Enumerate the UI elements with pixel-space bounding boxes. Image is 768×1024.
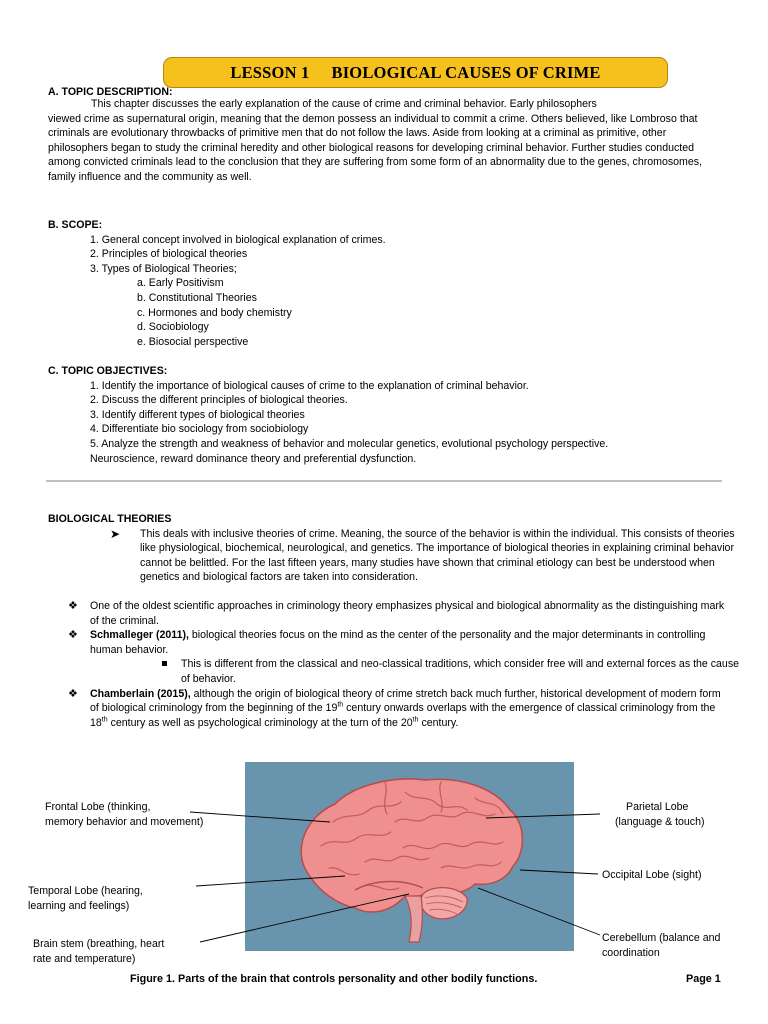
scope-heading: B. SCOPE:	[48, 219, 103, 231]
biological-theories-heading: BIOLOGICAL THEORIES	[48, 513, 172, 525]
scope-subitem: e. Biosocial perspective	[137, 335, 249, 348]
label-line: Parietal Lobe	[626, 801, 689, 813]
cerebellum-label	[602, 931, 720, 960]
label-line: coordination	[602, 946, 660, 959]
topic-description-heading: A. TOPIC DESCRIPTION:	[48, 86, 173, 98]
page-number: Page 1	[686, 973, 721, 985]
citation-schmalleger: Schmalleger (2011),	[90, 629, 189, 642]
superscript: th	[101, 716, 108, 724]
label-line: Brain stem (breathing, heart	[33, 938, 165, 950]
label-line: memory behavior and movement)	[45, 815, 204, 828]
diamond-bullet-text: One of the oldest scientific approaches in criminology theory emphasizes physical and biological abnormality as the distinguishing mark of the criminal.	[90, 599, 725, 627]
lesson-title: BIOLOGICAL CAUSES OF CRIME	[331, 63, 601, 82]
figure-caption: Figure 1. Parts of the brain that controls personality and other bodily functions.	[130, 973, 538, 985]
label-line: Temporal Lobe (hearing,	[28, 885, 143, 897]
objective-continuation: Neuroscience, reward dominance theory and preferential dysfunction.	[90, 452, 417, 465]
objective-item: 5. Analyze the strength and weakness of behavior and molecular genetics, evolutional psychology perspective.	[90, 437, 609, 450]
occipital-lobe-label: Occipital Lobe (sight)	[602, 869, 702, 881]
label-line: (language & touch)	[615, 815, 705, 828]
diamond-bullet-icon: ❖	[68, 629, 78, 642]
label-line: rate and temperature)	[33, 952, 136, 965]
scope-subitem: a. Early Positivism	[137, 277, 224, 290]
scope-subitem: d. Sociobiology	[137, 321, 209, 334]
diamond-bullet-text: although the origin of biological theory of crime stretch back much further, historical development of modern form of biological criminology from the beginning of the 19	[90, 687, 721, 715]
scope-subitem: b. Constitutional Theories	[137, 291, 257, 304]
description-first-line: This chapter discusses the early explanation of the cause of crime and criminal behavior. Early philosophers	[91, 98, 597, 110]
diamond-bullet-text: century.	[418, 716, 459, 729]
objectives-heading: C. TOPIC OBJECTIVES:	[48, 365, 168, 377]
diamond-bullet-icon: ❖	[68, 599, 78, 612]
objective-item: 1. Identify the importance of biological causes of crime to the explanation of criminal behavior.	[90, 379, 529, 392]
square-bullet-text: This is different from the classical and neo-classical traditions, which consider free will and external forces as the cause of behavior.	[181, 658, 740, 685]
scope-item: 3. Types of Biological Theories;	[90, 262, 237, 275]
scope-subitem: c. Hormones and body chemistry	[137, 306, 292, 319]
parietal-lobe-label	[615, 800, 705, 829]
arrow-bullet-text: This deals with inclusive theories of crime. Meaning, the source of the behavior is within the individual. This consists of theories like physiological, biochemical, neurological, and genetics. The importance of biological theories in explaining criminal behavior cannot be belittled. For the last fifteen years, many studies have shown that criminal etiology can best be understood when genetics and biological factors are taken into consideration.	[140, 527, 735, 584]
diamond-bullet-icon: ❖	[68, 687, 78, 700]
diamond-bullet-text: biological theories focus on the mind as the center of the personality and the major determinants in controlling human behavior.	[90, 629, 706, 656]
arrow-bullet-icon: ➤	[110, 526, 121, 541]
objective-item: 3. Identify different types of biological theories	[90, 408, 305, 421]
objective-item: 4. Differentiate bio sociology from sociobiology	[90, 423, 309, 436]
label-line: Frontal Lobe (thinking,	[45, 801, 151, 813]
scope-item: 1. General concept involved in biological explanation of crimes.	[90, 233, 386, 246]
citation-chamberlain: Chamberlain (2015),	[90, 687, 191, 700]
objective-item: 2. Discuss the different principles of biological theories.	[90, 394, 348, 407]
scope-item: 2. Principles of biological theories	[90, 248, 248, 261]
label-line: learning and feelings)	[28, 899, 130, 912]
diamond-bullet-text: century as well as psychological criminology at the turn of the 20	[107, 716, 413, 729]
superscript: th	[337, 701, 344, 709]
superscript: th	[412, 716, 419, 724]
diamond-bullet-text: century onwards overlaps with the emergence of classical criminology from the 18	[90, 702, 716, 729]
frontal-lobe-label	[45, 800, 203, 829]
description-body: viewed crime as supernatural origin, meaning that the demon possess an individual to commit a crime. Others believed, like Lombroso that criminals are evolutionary throwbacks of primitive men that do not follow the laws. Aside from looking at a criminal as primitive, other philosophers began to study the criminal heredity and other biological reasons for developing criminal behavior. Further studies conducted among convicted criminals lead to the conclusion that they are suffering from some form of an abnormality due to the genes, chromosomes, family influence and the community as well.	[48, 112, 703, 183]
lesson-number: LESSON 1	[230, 63, 310, 82]
brain-stem-label	[33, 937, 164, 966]
temporal-lobe-label	[28, 884, 143, 913]
label-line: Cerebellum (balance and	[602, 932, 721, 944]
